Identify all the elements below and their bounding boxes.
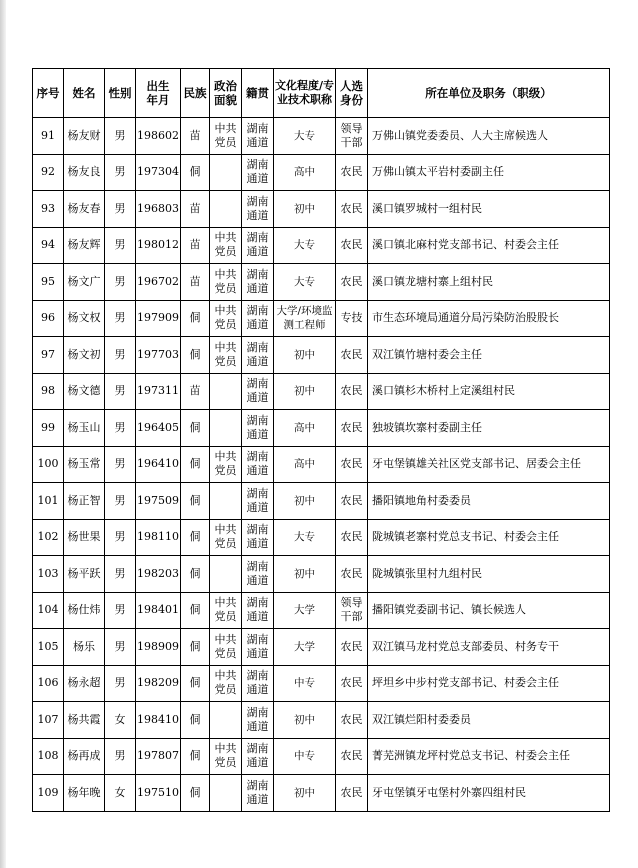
cell-category [336, 556, 368, 593]
cell-native-text: 湖南通道 [246, 742, 269, 770]
cell-category-text: 农民 [340, 493, 363, 507]
cell-category [336, 154, 368, 191]
cell-birth: 198209 [136, 665, 181, 702]
cell-education-text: 初中 [294, 567, 315, 580]
cell-no: 94 [33, 227, 64, 264]
table-row [33, 483, 610, 520]
cell-political [210, 264, 242, 301]
cell-education [274, 264, 336, 301]
cell-political [210, 373, 242, 410]
table-row [33, 446, 610, 483]
cell-position: 溪口镇罗城村一组村民 [368, 191, 610, 228]
cell-name: 杨玉山 [64, 410, 105, 447]
header-category: 人选身份 [336, 69, 368, 118]
cell-category [336, 738, 368, 775]
cell-political [210, 702, 242, 739]
cell-name: 杨仕炜 [64, 592, 105, 629]
cell-education-text: 中专 [294, 677, 315, 690]
cell-education-text: 大专 [294, 275, 315, 288]
cell-name: 杨文德 [64, 373, 105, 410]
cell-no: 93 [33, 191, 64, 228]
header-political: 政治面貌 [210, 69, 242, 118]
cell-gender: 男 [105, 191, 136, 228]
cell-gender: 男 [105, 118, 136, 155]
cell-gender: 男 [105, 483, 136, 520]
header-birth: 出生年月 [136, 69, 181, 118]
cell-no: 104 [33, 592, 64, 629]
cell-gender: 男 [105, 300, 136, 337]
cell-ethnicity: 苗 [181, 118, 210, 155]
cell-no: 95 [33, 264, 64, 301]
cell-education [274, 118, 336, 155]
cell-birth: 196410 [136, 446, 181, 483]
cell-gender: 男 [105, 556, 136, 593]
cell-name: 杨友良 [64, 154, 105, 191]
cell-education [274, 702, 336, 739]
cell-category-text: 农民 [340, 712, 363, 726]
cell-native [242, 446, 274, 483]
cell-birth: 197311 [136, 373, 181, 410]
table-body [33, 118, 610, 812]
table-row [33, 556, 610, 593]
header-ethnicity: 民族 [181, 69, 210, 118]
header-row [33, 69, 610, 118]
table-row [33, 519, 610, 556]
cell-position: 溪口镇杉木桥村上定溪组村民 [368, 373, 610, 410]
cell-native [242, 337, 274, 374]
header-no: 序号 [33, 69, 64, 118]
cell-no: 99 [33, 410, 64, 447]
cell-position: 陇城镇张里村九组村民 [368, 556, 610, 593]
cell-political [210, 191, 242, 228]
cell-birth: 198203 [136, 556, 181, 593]
cell-native-text: 湖南通道 [246, 304, 269, 332]
cell-gender: 男 [105, 154, 136, 191]
cell-category [336, 264, 368, 301]
cell-native-text: 湖南通道 [246, 158, 269, 186]
cell-position: 万佛山镇党委委员、人大主席候选人 [368, 118, 610, 155]
cell-no: 107 [33, 702, 64, 739]
cell-education-text: 大专 [294, 531, 315, 544]
cell-education-text: 大学/环境监测工程师 [276, 305, 333, 332]
cell-birth: 198602 [136, 118, 181, 155]
cell-ethnicity: 侗 [181, 154, 210, 191]
cell-category [336, 373, 368, 410]
table-row [33, 665, 610, 702]
cell-education [274, 337, 336, 374]
cell-category-text: 农民 [340, 566, 363, 580]
cell-category-text: 专技 [340, 311, 363, 325]
cell-no: 103 [33, 556, 64, 593]
cell-ethnicity: 侗 [181, 775, 210, 812]
cell-education [274, 775, 336, 812]
cell-birth: 197807 [136, 738, 181, 775]
cell-no: 102 [33, 519, 64, 556]
cell-position: 播阳镇党委副书记、镇长候选人 [368, 592, 610, 629]
cell-category [336, 702, 368, 739]
cell-no: 100 [33, 446, 64, 483]
cell-ethnicity: 苗 [181, 373, 210, 410]
cell-ethnicity: 侗 [181, 337, 210, 374]
cell-political [210, 227, 242, 264]
cell-gender: 男 [105, 227, 136, 264]
header-native: 籍贯 [242, 69, 274, 118]
cell-political [210, 665, 242, 702]
cell-category-text: 农民 [340, 165, 363, 179]
cell-category-text: 领导干部 [340, 596, 363, 624]
cell-position: 坪坦乡中步村党支部书记、村委会主任 [368, 665, 610, 702]
cell-birth: 197510 [136, 775, 181, 812]
cell-birth: 196405 [136, 410, 181, 447]
cell-native [242, 300, 274, 337]
cell-education-text: 初中 [294, 385, 315, 398]
cell-birth: 197509 [136, 483, 181, 520]
page-edge-shadow [0, 0, 6, 868]
table-row [33, 410, 610, 447]
cell-category-text: 农民 [340, 749, 363, 763]
cell-native-text: 湖南通道 [246, 632, 269, 660]
cell-education-text: 初中 [294, 713, 315, 726]
cell-political [210, 410, 242, 447]
cell-education-text: 中专 [294, 750, 315, 763]
cell-ethnicity: 侗 [181, 592, 210, 629]
cell-political [210, 337, 242, 374]
cell-native-text: 湖南通道 [246, 377, 269, 405]
cell-ethnicity: 苗 [181, 227, 210, 264]
cell-name: 杨永超 [64, 665, 105, 702]
cell-native [242, 191, 274, 228]
cell-native [242, 483, 274, 520]
cell-native-text: 湖南通道 [246, 778, 269, 806]
cell-position: 牙屯堡镇牙屯堡村外寨四组村民 [368, 775, 610, 812]
cell-education-text: 大学 [294, 640, 315, 653]
cell-political-text: 中共党员 [214, 632, 237, 660]
cell-ethnicity: 侗 [181, 446, 210, 483]
cell-native-text: 湖南通道 [246, 194, 269, 222]
cell-category-text: 农民 [340, 420, 363, 434]
header-position: 所在单位及职务（职级） [368, 69, 610, 118]
cell-native [242, 373, 274, 410]
cell-education [274, 738, 336, 775]
cell-political-text: 中共党员 [214, 523, 237, 551]
cell-native [242, 665, 274, 702]
cell-education-text: 高中 [294, 421, 315, 434]
cell-name: 杨文初 [64, 337, 105, 374]
cell-gender: 男 [105, 592, 136, 629]
cell-political-text: 中共党员 [214, 669, 237, 697]
cell-category-text: 农民 [340, 347, 363, 361]
cell-name: 杨年晚 [64, 775, 105, 812]
cell-category-text: 农民 [340, 238, 363, 252]
cell-name: 杨世果 [64, 519, 105, 556]
header-gender: 性别 [105, 69, 136, 118]
cell-name: 杨友春 [64, 191, 105, 228]
cell-position: 陇城镇老寨村党总支书记、村委会主任 [368, 519, 610, 556]
cell-native-text: 湖南通道 [246, 486, 269, 514]
cell-political-text: 中共党员 [214, 304, 237, 332]
cell-birth: 196702 [136, 264, 181, 301]
cell-education [274, 556, 336, 593]
cell-education [274, 191, 336, 228]
cell-position: 独坡镇坎寨村委副主任 [368, 410, 610, 447]
cell-native [242, 264, 274, 301]
cell-native [242, 118, 274, 155]
cell-native [242, 738, 274, 775]
table-row [33, 264, 610, 301]
cell-education-text: 大专 [294, 239, 315, 252]
cell-position: 双江镇烂阳村委委员 [368, 702, 610, 739]
cell-gender: 男 [105, 519, 136, 556]
cell-native-text: 湖南通道 [246, 450, 269, 478]
cell-category [336, 665, 368, 702]
cell-native-text: 湖南通道 [246, 267, 269, 295]
cell-no: 109 [33, 775, 64, 812]
cell-political [210, 154, 242, 191]
header-name: 姓名 [64, 69, 105, 118]
cell-political [210, 629, 242, 666]
cell-category [336, 519, 368, 556]
cell-political-text: 中共党员 [214, 450, 237, 478]
cell-education [274, 410, 336, 447]
cell-name: 杨友辉 [64, 227, 105, 264]
cell-category-text: 农民 [340, 201, 363, 215]
cell-political [210, 556, 242, 593]
cell-political [210, 738, 242, 775]
cell-education-text: 高中 [294, 458, 315, 471]
table-row [33, 118, 610, 155]
table-row [33, 738, 610, 775]
cell-category-text: 领导干部 [340, 121, 363, 149]
table-row [33, 300, 610, 337]
cell-no: 105 [33, 629, 64, 666]
cell-political-text: 中共党员 [214, 231, 237, 259]
cell-ethnicity: 侗 [181, 702, 210, 739]
cell-gender: 女 [105, 775, 136, 812]
cell-political [210, 775, 242, 812]
cell-native-text: 湖南通道 [246, 596, 269, 624]
cell-education [274, 483, 336, 520]
cell-native-text: 湖南通道 [246, 231, 269, 259]
cell-no: 98 [33, 373, 64, 410]
cell-position: 溪口镇龙塘村寨上组村民 [368, 264, 610, 301]
table-row [33, 592, 610, 629]
table-row [33, 702, 610, 739]
table-row [33, 337, 610, 374]
cell-gender: 男 [105, 264, 136, 301]
cell-name: 杨平跃 [64, 556, 105, 593]
cell-political [210, 592, 242, 629]
cell-native-text: 湖南通道 [246, 523, 269, 551]
cell-ethnicity: 侗 [181, 519, 210, 556]
cell-ethnicity: 侗 [181, 556, 210, 593]
cell-birth: 196803 [136, 191, 181, 228]
table-row [33, 227, 610, 264]
cell-gender: 男 [105, 410, 136, 447]
cell-native-text: 湖南通道 [246, 340, 269, 368]
cell-no: 92 [33, 154, 64, 191]
cell-education-text: 大学 [294, 604, 315, 617]
cell-category-text: 农民 [340, 676, 363, 690]
cell-education-text: 高中 [294, 166, 315, 179]
cell-no: 101 [33, 483, 64, 520]
cell-birth: 197703 [136, 337, 181, 374]
cell-name: 杨共霞 [64, 702, 105, 739]
cell-birth: 198012 [136, 227, 181, 264]
cell-category [336, 410, 368, 447]
cell-name: 杨正智 [64, 483, 105, 520]
cell-no: 106 [33, 665, 64, 702]
cell-education [274, 227, 336, 264]
cell-ethnicity: 侗 [181, 665, 210, 702]
cell-political [210, 300, 242, 337]
cell-political-text: 中共党员 [214, 742, 237, 770]
cell-category-text: 农民 [340, 274, 363, 288]
cell-category [336, 592, 368, 629]
cell-political [210, 118, 242, 155]
cell-education [274, 446, 336, 483]
cell-native [242, 410, 274, 447]
cell-name: 杨玉常 [64, 446, 105, 483]
cell-native-text: 湖南通道 [246, 669, 269, 697]
cell-category [336, 300, 368, 337]
cell-education-text: 初中 [294, 494, 315, 507]
cell-gender: 男 [105, 446, 136, 483]
cell-political-text: 中共党员 [214, 121, 237, 149]
cell-political-text: 中共党员 [214, 596, 237, 624]
cell-category [336, 227, 368, 264]
cell-gender: 男 [105, 337, 136, 374]
table-row [33, 191, 610, 228]
cell-position: 双江镇马龙村党总支部委员、村务专干 [368, 629, 610, 666]
cell-position: 牙屯堡镇雄关社区党支部书记、居委会主任 [368, 446, 610, 483]
candidate-table [32, 68, 610, 812]
cell-native [242, 592, 274, 629]
table-row [33, 373, 610, 410]
cell-category-text: 农民 [340, 639, 363, 653]
cell-name: 杨友财 [64, 118, 105, 155]
cell-birth: 198909 [136, 629, 181, 666]
cell-native [242, 519, 274, 556]
cell-name: 杨乐 [64, 629, 105, 666]
cell-education-text: 初中 [294, 348, 315, 361]
cell-category [336, 483, 368, 520]
cell-gender: 男 [105, 665, 136, 702]
cell-birth: 197909 [136, 300, 181, 337]
cell-no: 97 [33, 337, 64, 374]
cell-category-text: 农民 [340, 384, 363, 398]
cell-position: 双江镇竹塘村委会主任 [368, 337, 610, 374]
cell-name: 杨再成 [64, 738, 105, 775]
cell-category [336, 775, 368, 812]
cell-no: 91 [33, 118, 64, 155]
cell-native-text: 湖南通道 [246, 705, 269, 733]
table-row [33, 154, 610, 191]
cell-political-text: 中共党员 [214, 340, 237, 368]
cell-position: 万佛山镇太平岩村委副主任 [368, 154, 610, 191]
cell-ethnicity: 侗 [181, 738, 210, 775]
cell-no: 96 [33, 300, 64, 337]
cell-position: 菁芜洲镇龙坪村党总支书记、村委会主任 [368, 738, 610, 775]
cell-native [242, 629, 274, 666]
cell-political-text: 中共党员 [214, 267, 237, 295]
cell-education [274, 373, 336, 410]
cell-political [210, 483, 242, 520]
cell-education-text: 大专 [294, 129, 315, 142]
cell-gender: 女 [105, 702, 136, 739]
header-education: 文化程度/专业技术职称 [274, 69, 336, 118]
table-row [33, 629, 610, 666]
cell-no: 108 [33, 738, 64, 775]
cell-ethnicity: 侗 [181, 483, 210, 520]
cell-native-text: 湖南通道 [246, 413, 269, 441]
cell-name: 杨文权 [64, 300, 105, 337]
cell-category-text: 农民 [340, 457, 363, 471]
cell-position: 溪口镇北麻村党支部书记、村委会主任 [368, 227, 610, 264]
cell-native [242, 154, 274, 191]
cell-education [274, 300, 336, 337]
cell-category [336, 446, 368, 483]
cell-gender: 男 [105, 373, 136, 410]
cell-category [336, 337, 368, 374]
cell-education [274, 629, 336, 666]
cell-ethnicity: 侗 [181, 629, 210, 666]
cell-political [210, 519, 242, 556]
cell-native-text: 湖南通道 [246, 559, 269, 587]
cell-gender: 男 [105, 629, 136, 666]
cell-category-text: 农民 [340, 530, 363, 544]
cell-position: 市生态环境局通道分局污染防治股股长 [368, 300, 610, 337]
cell-category [336, 629, 368, 666]
cell-native [242, 775, 274, 812]
cell-native-text: 湖南通道 [246, 121, 269, 149]
cell-category [336, 118, 368, 155]
cell-birth: 198401 [136, 592, 181, 629]
cell-education [274, 592, 336, 629]
cell-education-text: 初中 [294, 202, 315, 215]
cell-birth: 198110 [136, 519, 181, 556]
cell-political [210, 446, 242, 483]
cell-native [242, 556, 274, 593]
cell-position: 播阳镇地角村委委员 [368, 483, 610, 520]
cell-native [242, 702, 274, 739]
cell-name: 杨文广 [64, 264, 105, 301]
cell-education [274, 154, 336, 191]
cell-education-text: 初中 [294, 786, 315, 799]
cell-education [274, 519, 336, 556]
cell-birth: 198410 [136, 702, 181, 739]
cell-ethnicity: 苗 [181, 264, 210, 301]
cell-gender: 男 [105, 738, 136, 775]
cell-ethnicity: 侗 [181, 300, 210, 337]
cell-education [274, 665, 336, 702]
cell-native [242, 227, 274, 264]
cell-birth: 197304 [136, 154, 181, 191]
cell-category [336, 191, 368, 228]
cell-category-text: 农民 [340, 785, 363, 799]
table-row [33, 775, 610, 812]
cell-ethnicity: 苗 [181, 191, 210, 228]
cell-ethnicity: 侗 [181, 410, 210, 447]
